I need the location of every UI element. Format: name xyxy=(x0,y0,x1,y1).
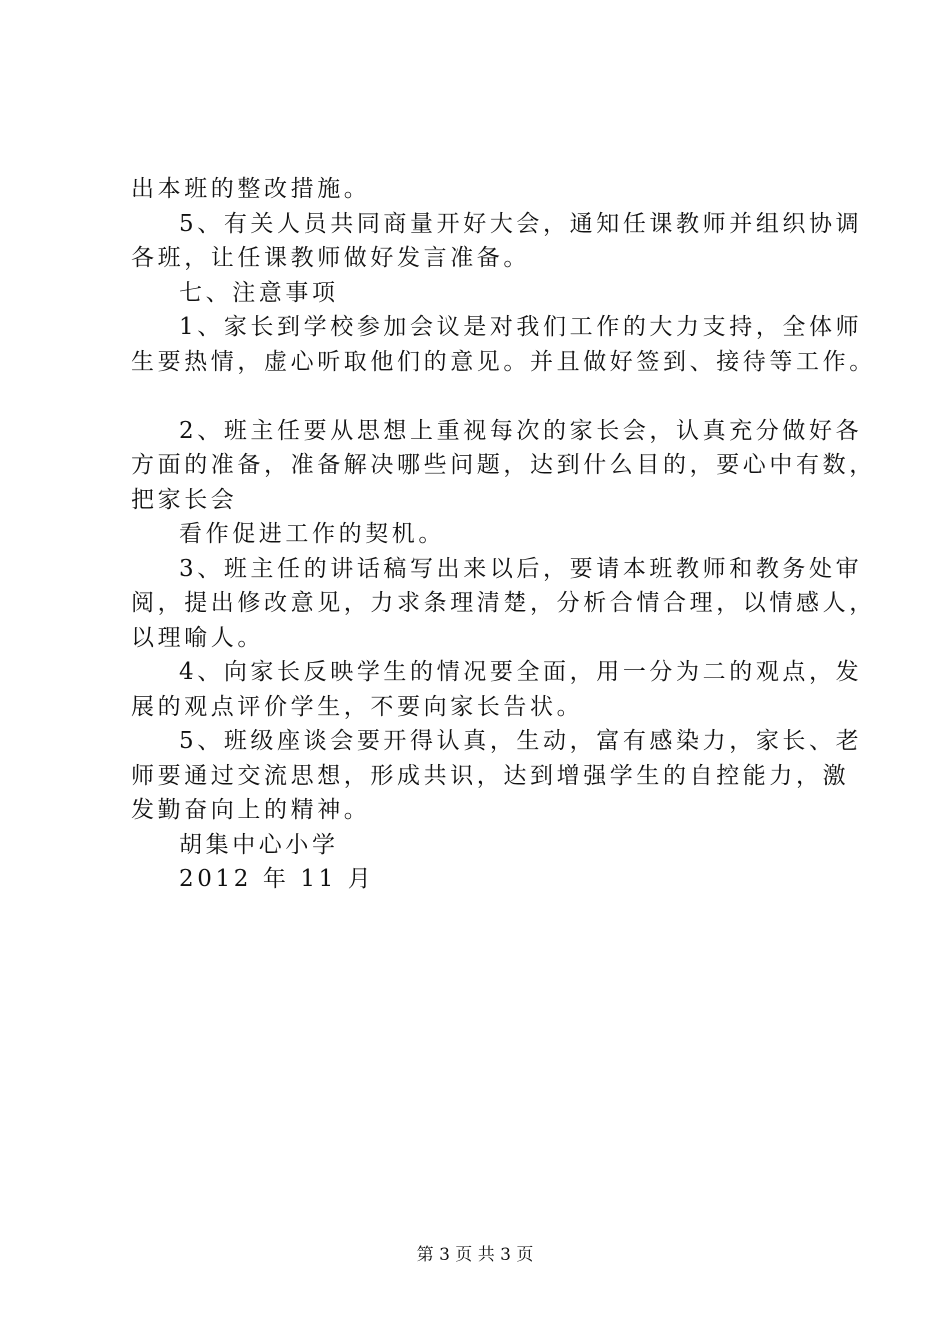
blank-line xyxy=(131,379,851,414)
text-line: 3、班主任的讲话稿写出来以后，要请本班教师和教务处审 xyxy=(179,555,863,582)
text-line: 1、家长到学校参加会议是对我们工作的大力支持，全体师 xyxy=(179,314,863,340)
text-line: 5、有关人员共同商量开好大会，通知任课教师并组织协调 xyxy=(179,210,863,237)
text-line: 5、班级座谈会要开得认真，生动，富有感染力，家长、老 xyxy=(179,728,863,754)
document-body xyxy=(131,172,876,897)
text-line: 出本班的整改措施。 xyxy=(131,176,371,202)
text-line: 师要通过交流思想，形成共识，达到增强学生的自控能力，激 xyxy=(131,762,850,789)
text-line: 方面的准备，准备解决哪些问题，达到什么目的，要心中有数， xyxy=(131,452,876,478)
text-line: 把家长会 xyxy=(131,486,238,513)
text-line: 看作促进工作的契机。 xyxy=(179,521,445,547)
text-line: 生要热情，虚心听取他们的意见。并且做好签到、接待等工作。 xyxy=(131,348,876,375)
text-line: 以理喻人。 xyxy=(131,624,264,651)
text-line: 4、向家长反映学生的情况要全面，用一分为二的观点，发 xyxy=(179,659,863,685)
text-line: 展的观点评价学生，不要向家长告状。 xyxy=(131,693,584,720)
signature-school: 胡集中心小学 xyxy=(179,831,339,858)
text-line: 阅，提出修改意见，力求条理清楚，分析合情合理，以情感人， xyxy=(131,590,876,616)
page-number: 第 3 页 共 3 页 xyxy=(416,1245,534,1265)
signature-date: 2012 年 11 月 xyxy=(179,866,375,892)
section-heading: 七、注意事项 xyxy=(179,279,339,306)
text-line: 发勤奋向上的精神。 xyxy=(131,797,371,823)
text-line: 各班，让任课教师做好发言准备。 xyxy=(131,245,530,271)
text-line: 2、班主任要从思想上重视每次的家长会，认真充分做好各 xyxy=(179,417,863,444)
